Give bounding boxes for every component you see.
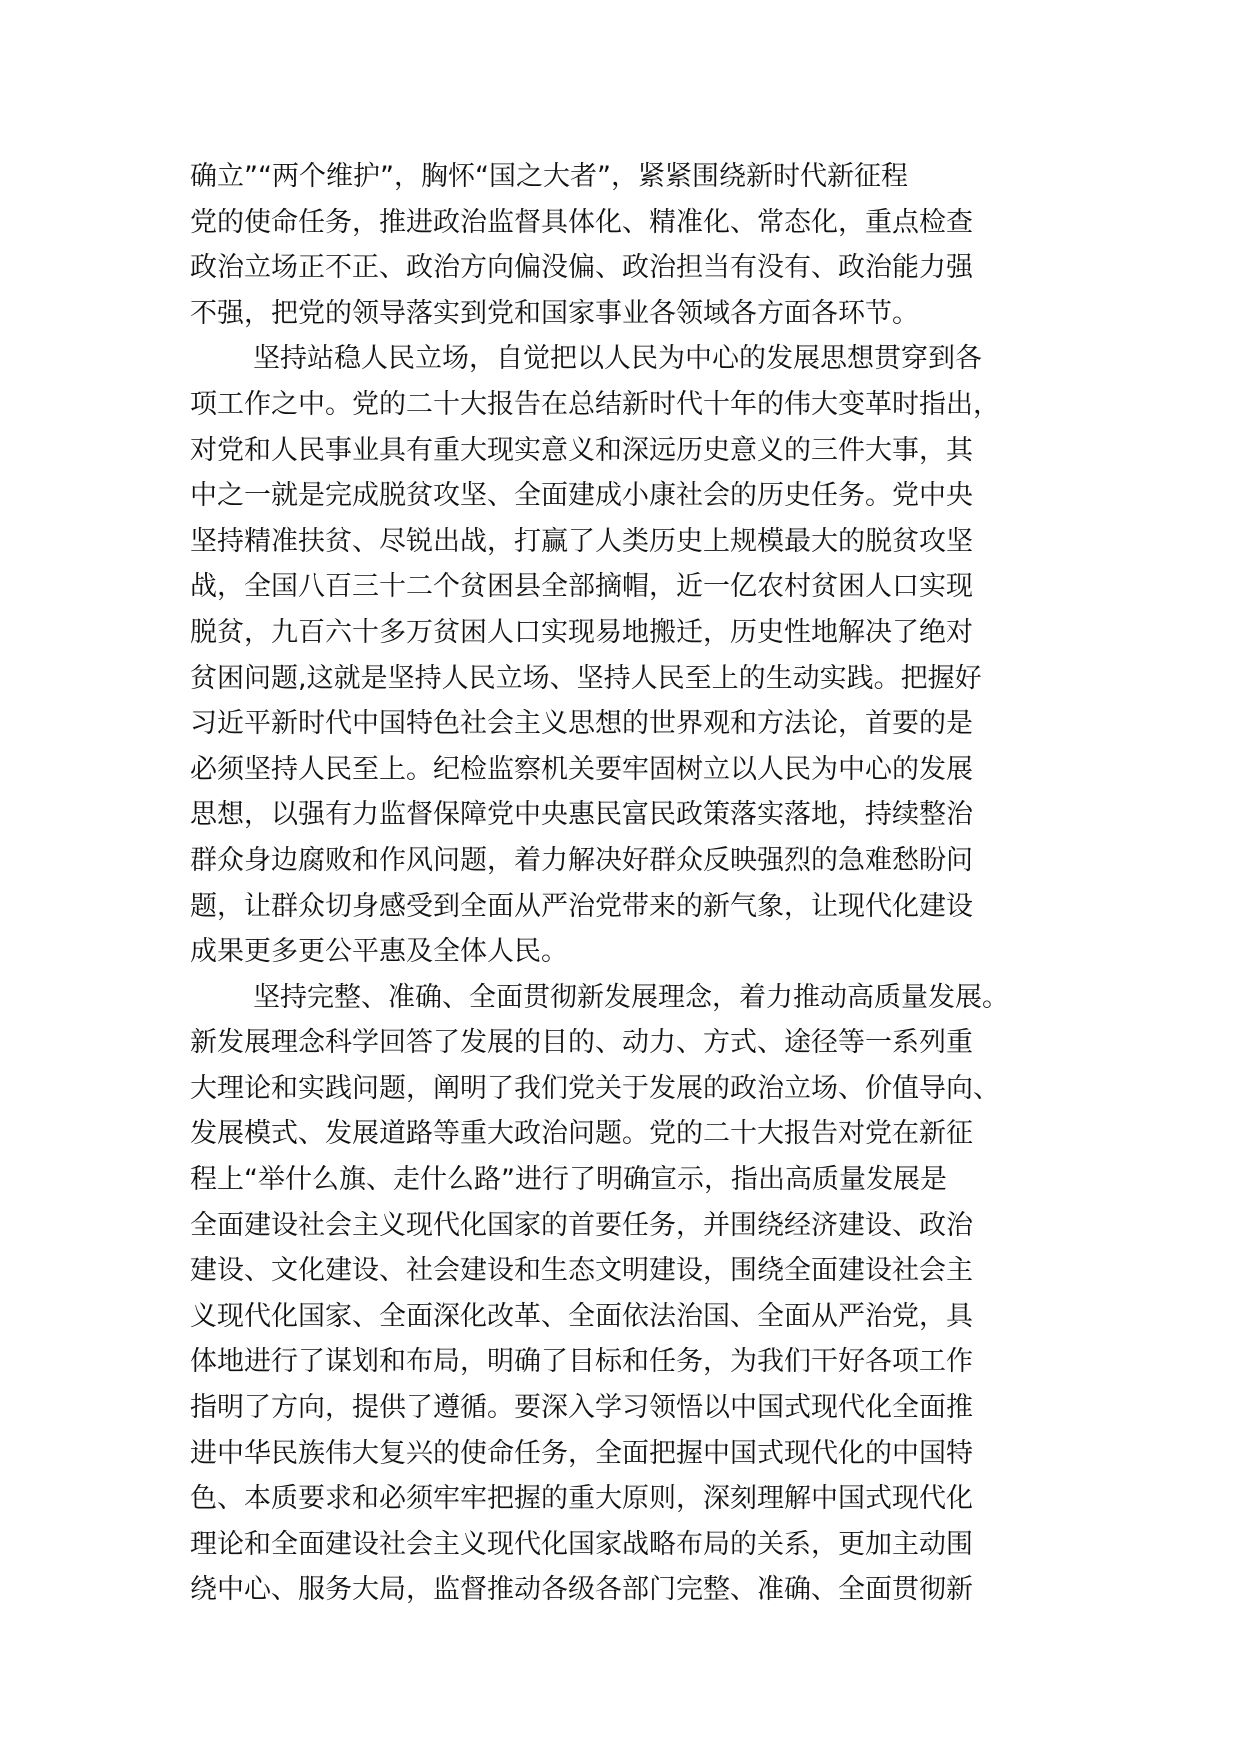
text-line: 贫困问题,这就是坚持人民立场、坚持人民至上的生动实践。把握好	[190, 662, 982, 694]
text-line: 大理论和实践问题，阐明了我们党关于发展的政治立场、价值导向、	[190, 1072, 1000, 1104]
text-line: 党的使命任务，推进政治监督具体化、精准化、常态化，重点检查	[190, 206, 973, 238]
text-line: 对党和人民事业具有重大现实意义和深远历史意义的三件大事，其	[190, 434, 973, 466]
text-line: 题，让群众切身感受到全面从严治党带来的新气象，让现代化建设	[190, 890, 973, 922]
text-line: 政治立场正不正、政治方向偏没偏、政治担当有没有、政治能力强	[190, 252, 973, 284]
paragraph-3	[190, 975, 1070, 1613]
text-line: 色、本质要求和必须牢牢把握的重大原则，深刻理解中国式现代化	[190, 1483, 973, 1515]
text-line: 程上“举什么旗、走什么路”进行了明确宣示，指出高质量发展是	[190, 1164, 947, 1196]
text-line: 建设、文化建设、社会建设和生态文明建设，围绕全面建设社会主	[190, 1255, 973, 1287]
text-line: 脱贫，九百六十多万贫困人口实现易地搬迁，历史性地解决了绝对	[190, 616, 973, 648]
text-line: 成果更多更公平惠及全体人民。	[190, 936, 568, 968]
text-line: 绕中心、服务大局，监督推动各级各部门完整、准确、全面贯彻新	[190, 1574, 973, 1606]
text-line: 中之一就是完成脱贫攻坚、全面建成小康社会的历史任务。党中央	[190, 480, 973, 512]
paragraph-2	[190, 336, 1070, 974]
text-line: 全面建设社会主义现代化国家的首要任务，并围绕经济建设、政治	[190, 1209, 973, 1241]
text-line: 指明了方向，提供了遵循。要深入学习领悟以中国式现代化全面推	[190, 1392, 973, 1424]
text-line: 思想，以强有力监督保障党中央惠民富民政策落实落地，持续整治	[190, 799, 973, 831]
text-line: 坚持精准扶贫、尽锐出战，打赢了人类历史上规模最大的脱贫攻坚	[190, 525, 973, 557]
text-line: 群众身边腐败和作风问题，着力解决好群众反映强烈的急难愁盼问	[190, 844, 973, 876]
text-line: 新发展理念科学回答了发展的目的、动力、方式、途径等一系列重	[190, 1027, 973, 1059]
text-line: 必须坚持人民至上。纪检监察机关要牢固树立以人民为中心的发展	[190, 753, 973, 785]
paragraph-1	[190, 154, 1070, 336]
text-line: 坚持完整、准确、全面贯彻新发展理念，着力推动高质量发展。	[253, 981, 1009, 1013]
text-line: 理论和全面建设社会主义现代化国家战略布局的关系，更加主动围	[190, 1528, 973, 1560]
text-line: 体地进行了谋划和布局，明确了目标和任务，为我们干好各项工作	[190, 1346, 973, 1378]
text-line: 不强，把党的领导落实到党和国家事业各领域各方面各环节。	[190, 297, 919, 329]
text-line: 习近平新时代中国特色社会主义思想的世界观和方法论，首要的是	[190, 708, 973, 740]
text-line: 确立”“两个维护”，胸怀“国之大者”，紧紧围绕新时代新征程	[190, 161, 908, 192]
text-line: 坚持站稳人民立场，自觉把以人民为中心的发展思想贯穿到各	[253, 343, 982, 375]
text-line: 义现代化国家、全面深化改革、全面依法治国、全面从严治党，具	[190, 1300, 973, 1332]
text-line: 发展模式、发展道路等重大政治问题。党的二十大报告对党在新征	[190, 1118, 973, 1150]
text-line: 战，全国八百三十二个贫困县全部摘帽，近一亿农村贫困人口实现	[190, 571, 973, 603]
text-line: 项工作之中。党的二十大报告在总结新时代十年的伟大变革时指出，	[190, 388, 1000, 420]
document-body	[190, 154, 1070, 1613]
text-line: 进中华民族伟大复兴的使命任务，全面把握中国式现代化的中国特	[190, 1437, 973, 1469]
